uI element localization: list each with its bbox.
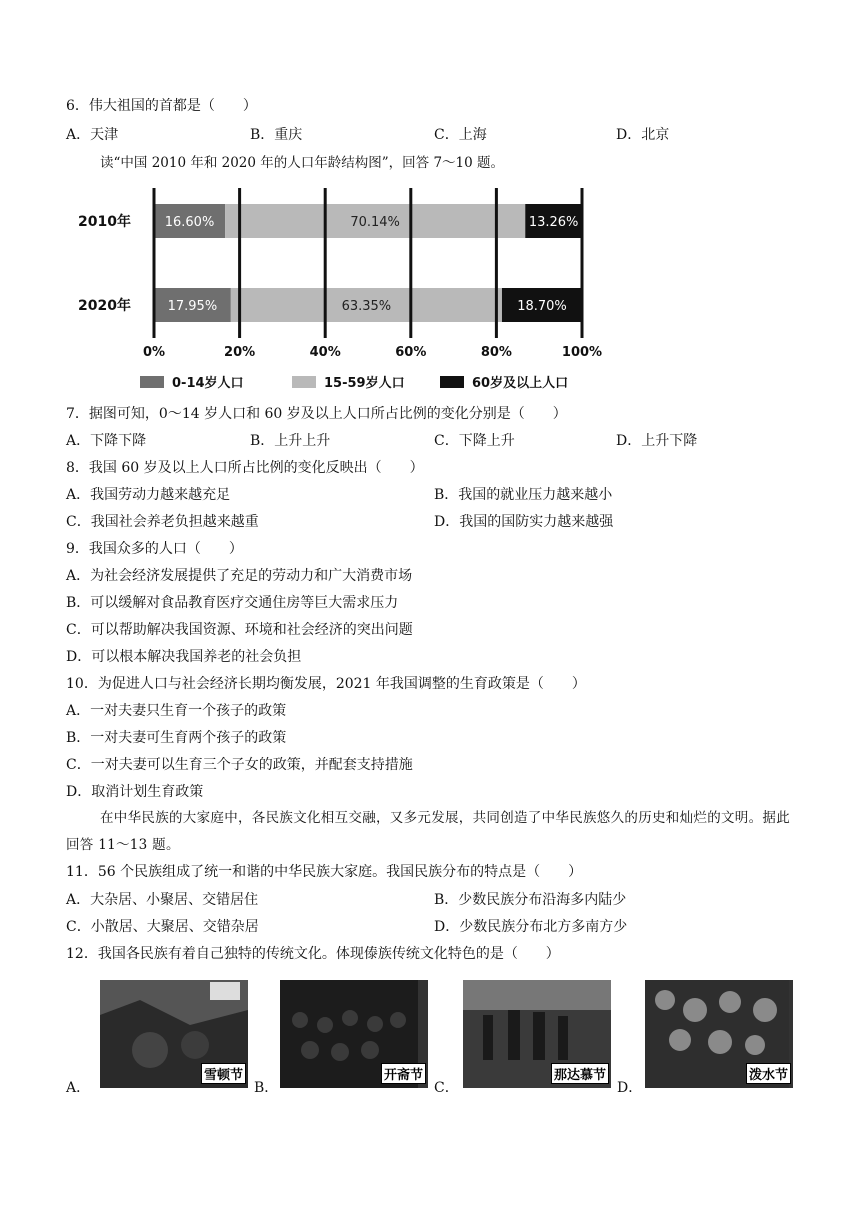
- caption-a: 雪顿节: [201, 1063, 246, 1084]
- data-label: 17.95%: [167, 299, 218, 314]
- q7-option-b: B．上升上升: [250, 433, 331, 449]
- q8-option-c: C．我国社会养老负担越来越重: [66, 514, 259, 530]
- caption-b: 开斋节: [381, 1063, 426, 1084]
- q9-option-a: A．为社会经济发展提供了充足的劳动力和广大消费市场: [66, 568, 413, 584]
- q9-stem: 9．我国众多的人口（ ）: [66, 541, 243, 557]
- q10-option-a: A．一对夫妻只生育一个孩子的政策: [66, 703, 287, 719]
- q9-option-b: B．可以缓解对食品教育医疗交通住房等巨大需求压力: [66, 595, 399, 611]
- caption-d: 泼水节: [746, 1063, 791, 1084]
- q12-stem: 12．我国各民族有着自己独特的传统文化。体现傣族传统文化特色的是（ ）: [66, 946, 560, 962]
- legend-swatch: [292, 376, 316, 388]
- q9-option-d: D．可以根本解决我国养老的社会负担: [66, 649, 302, 665]
- tick-label: 40%: [309, 345, 341, 360]
- naadam-festival-photo: [463, 980, 611, 1088]
- q11-option-b: B．少数民族分布沿海多内陆少: [434, 892, 627, 908]
- data-label: 16.60%: [164, 215, 215, 230]
- legend-swatch: [440, 376, 464, 388]
- q7-option-d: D．上升下降: [616, 433, 698, 449]
- data-label: 70.14%: [350, 215, 400, 230]
- q11-stem: 11．56 个民族组成了统一和谐的中华民族大家庭。我国民族分布的特点是（ ）: [66, 864, 583, 880]
- legend-label: 15-59岁人口: [324, 376, 405, 391]
- tick-label: 100%: [561, 345, 603, 360]
- q7-stem: 7．据图可知，0～14 岁人口和 60 岁及以上人口所占比例的变化分别是（ ）: [66, 406, 567, 422]
- tick-label: 60%: [395, 345, 427, 360]
- q12-option-d: D．: [617, 1080, 643, 1096]
- q6-option-b: B．重庆: [250, 127, 303, 143]
- intro-7-10: 读“中国 2010 年和 2020 年的人口年龄结构图”，回答 7～10 题。: [100, 155, 505, 171]
- q8-option-a: A．我国劳动力越来越充足: [66, 487, 231, 503]
- q6-option-a: A．天津: [66, 127, 119, 143]
- q7-option-a: A．下降下降: [66, 433, 147, 449]
- q6-stem: 6．伟大祖国的首都是（ ）: [66, 98, 257, 114]
- q6-option-d: D．北京: [616, 127, 670, 143]
- q10-option-c: C．一对夫妻可以生育三个子女的政策，并配套支持措施: [66, 757, 413, 773]
- legend-swatch: [140, 376, 164, 388]
- tick-label: 80%: [480, 345, 512, 360]
- category-label: 2020年: [78, 298, 131, 314]
- shoton-festival-photo: [100, 980, 248, 1088]
- category-label: 2010年: [78, 214, 131, 230]
- q8-option-b: B．我国的就业压力越来越小: [434, 487, 613, 503]
- q6-option-c: C．上海: [434, 127, 487, 143]
- q11-option-a: A．大杂居、小聚居、交错居住: [66, 892, 259, 908]
- data-label: 18.70%: [517, 299, 567, 314]
- q12-option-a: A．: [66, 1080, 91, 1096]
- q7-option-c: C．下降上升: [434, 433, 515, 449]
- water-splashing-festival-photo: [645, 980, 793, 1088]
- data-label: 13.26%: [528, 215, 579, 230]
- q10-option-b: B．一对夫妻可生育两个孩子的政策: [66, 730, 287, 746]
- q11-option-d: D．少数民族分布北方多南方少: [434, 919, 628, 935]
- caption-c: 那达慕节: [551, 1063, 609, 1084]
- eid-festival-photo: [280, 980, 428, 1088]
- q12-option-b: B．: [254, 1080, 279, 1096]
- tick-label: 0%: [142, 345, 166, 360]
- q10-stem: 10．为促进人口与社会经济长期均衡发展，2021 年我国调整的生育政策是（ ）: [66, 676, 586, 692]
- data-label: 63.35%: [341, 299, 392, 314]
- legend-label: 60岁及以上人口: [472, 376, 569, 391]
- q8-stem: 8．我国 60 岁及以上人口所占比例的变化反映出（ ）: [66, 460, 424, 476]
- tick-label: 20%: [224, 345, 256, 360]
- q8-option-d: D．我国的国防实力越来越强: [434, 514, 614, 530]
- population-age-structure-chart: [70, 178, 610, 396]
- q9-option-c: C．可以帮助解决我国资源、环境和社会经济的突出问题: [66, 622, 413, 638]
- intro-11-13: 在中华民族的大家庭中，各民族文化相互交融，又多元发展，共同创造了中华民族悠久的历史和灿烂的文明。据此回答 11～13 题。: [66, 810, 790, 853]
- legend-label: 0-14岁人口: [172, 376, 244, 391]
- q12-option-c: C．: [434, 1080, 459, 1096]
- q10-option-d: D．取消计划生育政策: [66, 784, 204, 800]
- q11-option-c: C．小散居、大聚居、交错杂居: [66, 919, 259, 935]
